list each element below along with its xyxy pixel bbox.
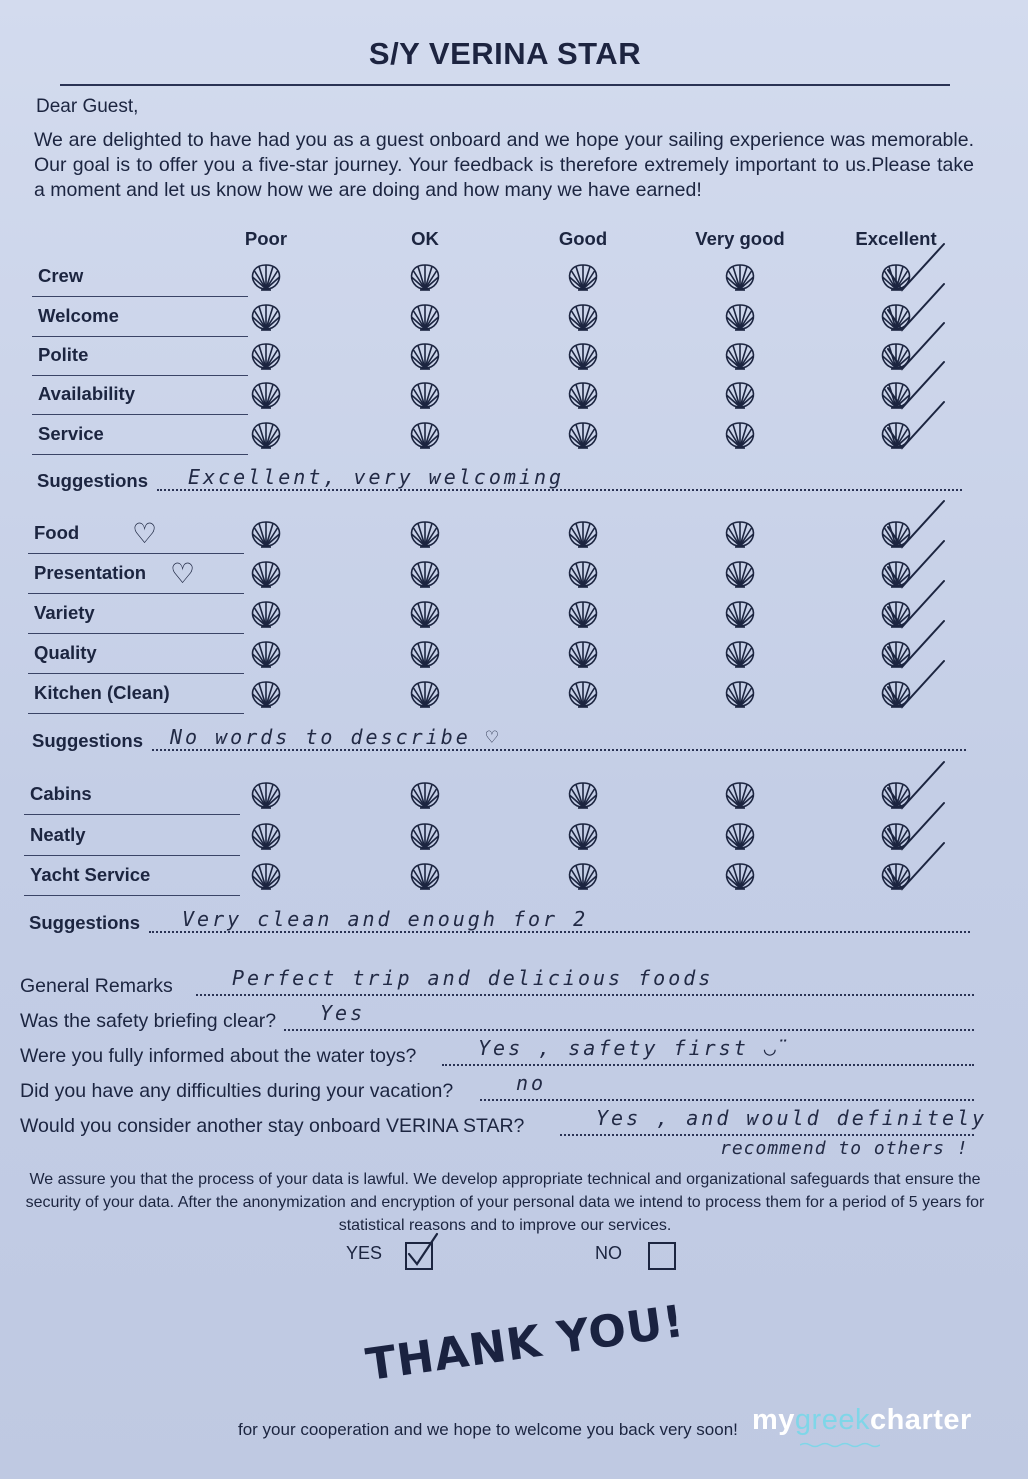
shell-rating-icon[interactable] [723, 599, 757, 629]
consent-no-checkbox[interactable] [648, 1242, 676, 1270]
watermark-wave-icon [800, 1442, 880, 1448]
shell-rating-icon[interactable] [249, 262, 283, 292]
question-label: Did you have any difficulties during your vacation? [20, 1080, 454, 1102]
shell-rating-icon[interactable] [723, 380, 757, 410]
consent-yes-label: YES [346, 1243, 383, 1263]
watermark-logo [752, 1404, 972, 1437]
shell-rating-icon[interactable] [249, 821, 283, 851]
consent-no-label: NO [595, 1243, 622, 1263]
rating-row-label: Variety [28, 595, 244, 634]
suggestions-handwriting[interactable]: Very clean and enough for 2 [182, 907, 589, 931]
answer-handwriting[interactable]: Yes , safety first ◡̈ [478, 1036, 791, 1060]
answer-handwriting[interactable]: no [516, 1071, 547, 1095]
rating-row-label: Yacht Service [24, 857, 240, 896]
rating-column-ok: OK [411, 228, 439, 249]
shell-rating-icon[interactable] [408, 341, 442, 371]
watermark-part-charter: charter [869, 1404, 972, 1436]
shell-rating-icon[interactable] [566, 302, 600, 332]
rating-column-poor: Poor [244, 228, 288, 249]
suggestions-label: Suggestions [37, 470, 149, 491]
shell-rating-icon[interactable] [249, 519, 283, 549]
shell-rating-icon[interactable] [249, 380, 283, 410]
checkmark-icon [882, 657, 952, 717]
shell-rating-icon[interactable] [566, 780, 600, 810]
rating-row-label: Cabins [24, 776, 240, 815]
rating-row-label: Neatly [24, 817, 240, 856]
rating-row-label: Polite [32, 337, 248, 376]
form-title: S/Y VERINA STAR [368, 36, 642, 71]
shell-rating-icon[interactable] [723, 341, 757, 371]
shell-rating-icon[interactable] [408, 780, 442, 810]
shell-rating-icon[interactable] [408, 639, 442, 669]
shell-rating-icon[interactable] [408, 420, 442, 450]
checkmark-icon [882, 839, 952, 899]
suggestions-label: Suggestions [32, 730, 144, 751]
shell-rating-icon[interactable] [408, 380, 442, 410]
rating-row-label: Quality [28, 635, 244, 674]
shell-rating-icon[interactable] [566, 341, 600, 371]
heart-doodle-icon: ♡ [132, 518, 158, 549]
shell-rating-icon[interactable] [566, 559, 600, 589]
suggestions-handwriting[interactable]: Excellent, very welcoming [188, 465, 565, 489]
answer-handwriting[interactable]: Yes [320, 1001, 366, 1025]
shell-rating-icon[interactable] [249, 341, 283, 371]
rating-column-excellent: Excellent [855, 228, 937, 249]
watermark-part-greek: greek [794, 1404, 870, 1436]
shell-rating-icon[interactable] [566, 679, 600, 709]
shell-rating-icon[interactable] [566, 380, 600, 410]
intro-paragraph: We are delighted to have had you as a guest onboard and we hope your sailing experience was memorable. Our goal is to offer you a five-star journey. Your feedback is therefore extremely important to us.Please take a moment and let us know how we are doing and how many we have earned! [34, 129, 974, 201]
suggestions-label: Suggestions [29, 912, 141, 933]
heart-doodle-icon: ♡ [170, 558, 196, 589]
thank-you-text: THANK YOU! [362, 1295, 688, 1391]
question-label: Would you consider another stay onboard VERINA STAR? [20, 1115, 525, 1137]
answer-line [442, 1062, 974, 1066]
shell-rating-icon[interactable] [566, 599, 600, 629]
title-divider [60, 84, 950, 86]
shell-rating-icon[interactable] [723, 861, 757, 891]
shell-rating-icon[interactable] [566, 519, 600, 549]
shell-rating-icon[interactable] [249, 420, 283, 450]
privacy-notice: We assure you that the process of your data is lawful. We develop appropriate technical and organizational safeguards that ensure the security of your data. After the anonymization and encryption of your personal data we intend to process them for a period of 5 years for statistical reasons and to improve our services. [25, 1171, 985, 1234]
shell-rating-icon[interactable] [566, 262, 600, 292]
shell-rating-icon[interactable] [249, 639, 283, 669]
rating-column-good: Good [558, 228, 608, 249]
rating-column-very-good: Very good [695, 228, 785, 249]
footer-text: for your cooperation and we hope to welcome you back very soon! [238, 1420, 738, 1439]
shell-rating-icon[interactable] [723, 639, 757, 669]
suggestions-handwriting[interactable]: No words to describe ♡ [170, 725, 501, 749]
consent-yes-checkbox[interactable] [405, 1242, 433, 1270]
shell-rating-icon[interactable] [723, 679, 757, 709]
shell-rating-icon[interactable] [566, 861, 600, 891]
shell-rating-icon[interactable] [566, 639, 600, 669]
rating-row-label: Service [32, 416, 248, 455]
rating-row-label: Kitchen (Clean) [28, 675, 244, 714]
question-label: Were you fully informed about the water toys? [20, 1045, 417, 1067]
shell-rating-icon[interactable] [723, 302, 757, 332]
answer-handwriting[interactable]: Yes , and would definitely [596, 1106, 988, 1130]
answer-line [480, 1097, 974, 1101]
shell-rating-icon[interactable] [566, 420, 600, 450]
rating-row-label: Welcome [32, 298, 248, 337]
rating-row-label: Availability [32, 376, 248, 415]
shell-rating-icon[interactable] [249, 679, 283, 709]
shell-rating-icon[interactable] [723, 821, 757, 851]
shell-rating-icon[interactable] [249, 861, 283, 891]
shell-rating-icon[interactable] [723, 262, 757, 292]
shell-rating-icon[interactable] [249, 302, 283, 332]
thank-you-lettering [362, 1295, 690, 1410]
shell-rating-icon[interactable] [566, 821, 600, 851]
answer-line [196, 992, 974, 996]
shell-rating-icon[interactable] [408, 262, 442, 292]
checkmark-icon [882, 398, 952, 458]
question-label: General Remarks [20, 975, 173, 997]
shell-rating-icon[interactable] [408, 861, 442, 891]
shell-rating-icon[interactable] [408, 302, 442, 332]
shell-rating-icon[interactable] [408, 599, 442, 629]
answer-handwriting-continued[interactable]: recommend to others ! [720, 1138, 969, 1159]
answer-line [560, 1132, 974, 1136]
shell-rating-icon[interactable] [249, 780, 283, 810]
greeting: Dear Guest, [36, 96, 139, 117]
answer-line [284, 1027, 974, 1031]
watermark-part-my: my [752, 1404, 795, 1436]
rating-row-label: Presentation [28, 555, 244, 594]
rating-row-label: Crew [32, 258, 248, 297]
answer-handwriting[interactable]: Perfect trip and delicious foods [232, 966, 714, 990]
shell-rating-icon[interactable] [249, 599, 283, 629]
shell-rating-icon[interactable] [723, 780, 757, 810]
shell-rating-icon[interactable] [249, 559, 283, 589]
shell-rating-icon[interactable] [408, 519, 442, 549]
question-label: Was the safety briefing clear? [20, 1010, 277, 1032]
shell-rating-icon[interactable] [408, 559, 442, 589]
shell-rating-icon[interactable] [408, 679, 442, 709]
checkmark-icon [403, 1230, 443, 1270]
shell-rating-icon[interactable] [723, 559, 757, 589]
shell-rating-icon[interactable] [408, 821, 442, 851]
shell-rating-icon[interactable] [723, 420, 757, 450]
rating-row-label: Food [28, 515, 244, 554]
shell-rating-icon[interactable] [723, 519, 757, 549]
